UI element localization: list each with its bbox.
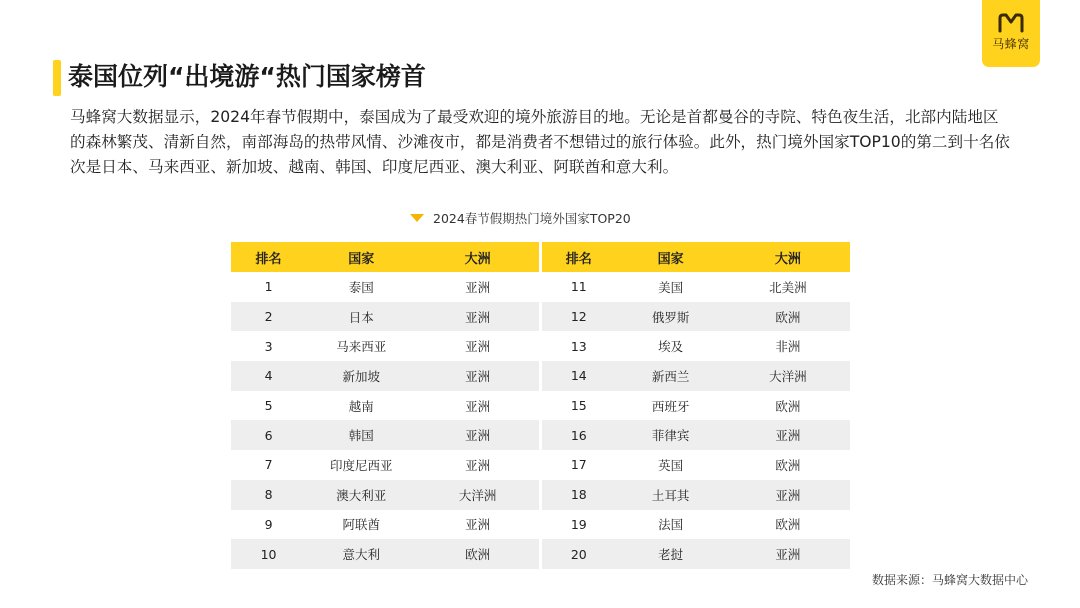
table-caption [410, 209, 631, 227]
cell-continent: 亚洲 [416, 420, 540, 450]
cell-country: 美国 [658, 279, 684, 295]
cell-rank: 4 [231, 361, 306, 391]
cell-rank: 16 [540, 420, 615, 450]
cell-country: 菲律宾 [616, 420, 726, 450]
cell-rank: 11 [540, 272, 615, 302]
table-row [231, 539, 850, 569]
table-row [231, 480, 850, 510]
intro-paragraph: 马蜂窝大数据显示，2024年春节假期中，泰国成为了最受欢迎的境外旅游目的地。无论是首都曼谷的寺院、特色夜生活，北部内陆地区的森林繁茂、清新自然，南部海岛的热带风情、沙滩夜市，都是消费者不想错过的旅行体验。此外，热门境外国家TOP10的第二到十名依次是日本、马来西亚、新加坡、越南、韩国、印度尼西亚、澳大利亚、阿联酋和意大利。 [70, 108, 1010, 176]
cell-country: 英国 [658, 457, 684, 473]
cell-country: 埃及 [658, 339, 684, 355]
cell-country: 澳大利亚 [306, 480, 416, 510]
table-row [231, 391, 850, 421]
cell-continent: 亚洲 [465, 398, 491, 414]
cell-rank: 9 [264, 516, 273, 532]
table-row [231, 361, 850, 391]
cell-continent: 亚洲 [465, 339, 491, 355]
cell-continent: 亚洲 [465, 279, 491, 295]
ranking-table [231, 242, 850, 569]
cell-country: 印度尼西亚 [329, 457, 393, 473]
data-source-note: 数据来源：马蜂窝大数据中心 [872, 573, 1029, 587]
cell-continent: 亚洲 [465, 517, 491, 533]
table-row [231, 420, 850, 450]
cell-country: 新西兰 [616, 361, 726, 391]
table-row [231, 510, 850, 540]
header-rank: 排名 [540, 242, 615, 272]
cell-continent: 北美洲 [769, 279, 807, 295]
cell-rank: 8 [231, 480, 306, 510]
header-continent: 大洲 [726, 242, 850, 272]
header-continent: 大洲 [416, 242, 540, 272]
title-accent-bar [53, 60, 61, 96]
cell-continent: 亚洲 [726, 480, 850, 510]
table-caption-text: 2024春节假期热门境外国家TOP20 [433, 211, 631, 226]
table-row [231, 272, 850, 302]
cell-rank: 2 [231, 302, 306, 332]
logo-text: 马蜂窝 [992, 37, 1030, 51]
cell-country: 新加坡 [306, 361, 416, 391]
cell-country: 法国 [658, 517, 684, 533]
cell-continent: 欧洲 [775, 398, 801, 414]
cell-rank: 10 [231, 539, 306, 569]
table-header-row [231, 242, 850, 272]
cell-continent: 亚洲 [416, 361, 540, 391]
cell-rank: 13 [540, 331, 615, 361]
cell-rank: 3 [264, 338, 273, 354]
cell-country: 老挝 [616, 539, 726, 569]
cell-rank: 18 [540, 480, 615, 510]
cell-rank: 14 [540, 361, 615, 391]
cell-rank: 15 [540, 391, 615, 421]
caption-triangle-icon [410, 214, 424, 222]
cell-continent: 大洋洲 [416, 480, 540, 510]
cell-country: 意大利 [306, 539, 416, 569]
cell-rank: 20 [540, 539, 615, 569]
cell-continent: 非洲 [775, 339, 801, 355]
cell-continent: 亚洲 [726, 420, 850, 450]
header-country: 国家 [306, 242, 416, 272]
cell-continent: 亚洲 [416, 302, 540, 332]
cell-country: 日本 [306, 302, 416, 332]
table-row [231, 450, 850, 480]
cell-rank: 5 [264, 398, 273, 414]
cell-rank: 7 [264, 457, 273, 473]
table-row [231, 302, 850, 332]
cell-country: 阿联酋 [342, 517, 380, 533]
table-row [231, 331, 850, 361]
cell-continent: 欧洲 [726, 302, 850, 332]
cell-country: 土耳其 [616, 480, 726, 510]
cell-rank: 6 [231, 420, 306, 450]
cell-rank: 1 [264, 279, 273, 295]
cell-country: 韩国 [306, 420, 416, 450]
cell-continent: 欧洲 [775, 517, 801, 533]
cell-rank: 17 [540, 450, 615, 480]
cell-continent: 欧洲 [775, 457, 801, 473]
cell-continent: 欧洲 [416, 539, 540, 569]
page-title: 泰国位列“出境游“热门国家榜首 [68, 62, 426, 91]
cell-rank: 12 [540, 302, 615, 332]
cell-continent: 大洋洲 [726, 361, 850, 391]
header-country: 国家 [616, 242, 726, 272]
cell-rank: 19 [540, 510, 615, 540]
cell-country: 马来西亚 [336, 339, 387, 355]
cell-country: 俄罗斯 [616, 302, 726, 332]
cell-continent: 亚洲 [726, 539, 850, 569]
mafengwo-logo [982, 0, 1040, 67]
cell-country: 越南 [348, 398, 374, 414]
mafengwo-logo-icon [997, 13, 1025, 33]
cell-continent: 亚洲 [465, 457, 491, 473]
header-rank: 排名 [231, 242, 306, 272]
cell-country: 泰国 [348, 279, 374, 295]
cell-country: 西班牙 [651, 398, 690, 414]
